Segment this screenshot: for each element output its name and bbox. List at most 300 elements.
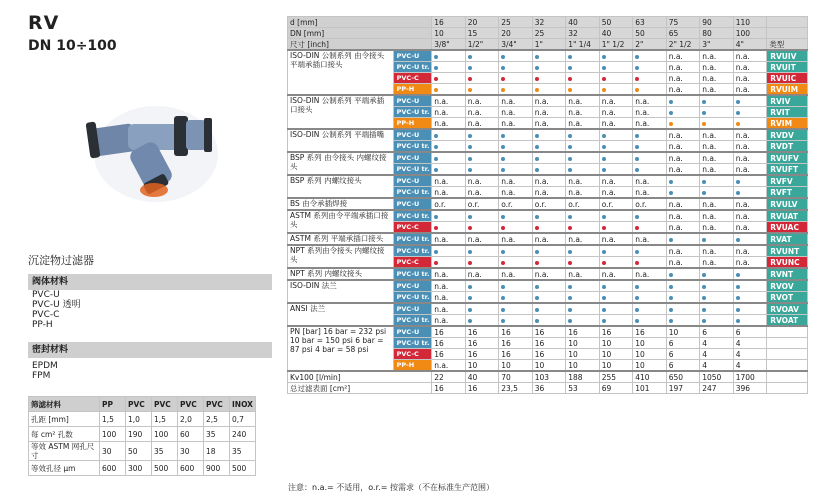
availability-cell: 4 <box>733 338 767 349</box>
availability-cell <box>700 315 734 327</box>
connection-description: BSP 系列 由令接头 内螺纹接头 <box>288 152 394 175</box>
availability-cell <box>465 164 499 176</box>
material-tag: PVC-U tr. <box>393 187 432 199</box>
available-dot-icon <box>501 226 505 230</box>
availability-cell: n.a. <box>566 107 600 118</box>
availability-row <box>288 198 808 210</box>
available-dot-icon <box>669 100 673 104</box>
available-dot-icon <box>468 145 472 149</box>
connection-description: BS 由令承插焊接 <box>288 198 394 210</box>
availability-cell: o.r. <box>566 198 600 210</box>
material-tag: PVC-U <box>393 95 432 107</box>
type-code: RVUIT <box>767 62 808 73</box>
availability-cell <box>599 62 633 73</box>
availability-cell <box>599 141 633 153</box>
available-dot-icon <box>434 145 438 149</box>
availability-cell: n.a. <box>499 95 533 107</box>
connection-description: ISO-DIN 公制系列 平端插嘴 <box>288 129 394 152</box>
availability-cell <box>599 245 633 257</box>
availability-cell: 10 <box>566 360 600 372</box>
availability-cell <box>465 129 499 141</box>
available-dot-icon <box>736 238 740 242</box>
availability-cell <box>599 257 633 269</box>
availability-cell <box>499 210 533 222</box>
availability-cell <box>432 62 466 73</box>
availability-cell: n.a. <box>700 62 734 73</box>
header-size-cell: 40 <box>599 28 633 39</box>
availability-cell <box>666 233 700 245</box>
availability-cell <box>733 175 767 187</box>
available-dot-icon <box>535 308 539 312</box>
availability-row <box>288 303 808 315</box>
availability-cell <box>432 164 466 176</box>
available-dot-icon <box>602 134 606 138</box>
available-dot-icon <box>602 88 606 92</box>
filter-specs-cell: 300 <box>126 461 152 476</box>
material-tag: PVC-U tr. <box>393 245 432 257</box>
header-label: DN [mm] <box>288 28 432 39</box>
available-dot-icon <box>501 285 505 289</box>
connection-description: ISO-DIN 公制系列 平端承插口接头 <box>288 95 394 129</box>
filter-specs-cell: 30 <box>178 442 204 461</box>
available-dot-icon <box>501 134 505 138</box>
availability-cell <box>700 175 734 187</box>
material-tag: PVC-U tr. <box>393 62 432 73</box>
availability-row <box>288 268 808 280</box>
availability-cell <box>532 129 566 141</box>
availability-cell <box>599 210 633 222</box>
availability-cell: 16 <box>633 326 667 338</box>
availability-cell: 6 <box>666 349 700 360</box>
availability-cell: 10 <box>599 338 633 349</box>
available-dot-icon <box>602 145 606 149</box>
availability-cell: n.a. <box>700 129 734 141</box>
material-tag: PVC-U <box>393 303 432 315</box>
availability-cell: o.r. <box>532 198 566 210</box>
filter-specs-header-cell: PP <box>100 397 126 412</box>
filter-specs-header-cell: PVC <box>178 397 204 412</box>
availability-cell: 10 <box>633 360 667 372</box>
availability-cell: 16 <box>432 338 466 349</box>
availability-cell: n.a. <box>566 118 600 130</box>
footer-cell: 69 <box>599 383 633 394</box>
availability-cell: n.a. <box>733 164 767 176</box>
available-dot-icon <box>702 191 706 195</box>
availability-cell <box>733 95 767 107</box>
available-dot-icon <box>669 180 673 184</box>
availability-cell <box>532 84 566 96</box>
availability-row <box>288 233 808 245</box>
header-row <box>288 28 808 39</box>
availability-cell <box>499 50 533 62</box>
header-size-cell: 15 <box>465 28 499 39</box>
available-dot-icon <box>501 319 505 323</box>
availability-cell <box>465 222 499 234</box>
footer-cell: 247 <box>700 383 734 394</box>
available-dot-icon <box>736 296 740 300</box>
availability-cell <box>465 257 499 269</box>
availability-cell: n.a. <box>532 118 566 130</box>
available-dot-icon <box>501 250 505 254</box>
available-dot-icon <box>635 250 639 254</box>
available-dot-icon <box>501 168 505 172</box>
availability-cell: n.a. <box>700 73 734 84</box>
available-dot-icon <box>501 261 505 265</box>
availability-cell <box>532 210 566 222</box>
header-row <box>288 39 808 51</box>
availability-cell <box>633 210 667 222</box>
availability-row <box>288 175 808 187</box>
availability-cell <box>633 280 667 292</box>
header-size-cell: 1" 1/4 <box>566 39 600 51</box>
availability-row <box>288 245 808 257</box>
availability-cell: n.a. <box>599 175 633 187</box>
availability-cell <box>499 280 533 292</box>
availability-cell <box>666 187 700 199</box>
header-size-cell: 110 <box>733 17 767 28</box>
filter-specs-cell: 60 <box>178 427 204 442</box>
available-dot-icon <box>501 157 505 161</box>
availability-cell: n.a. <box>666 50 700 62</box>
availability-cell: n.a. <box>633 175 667 187</box>
availability-cell: n.a. <box>666 198 700 210</box>
filter-specs-cell: 900 <box>204 461 230 476</box>
type-code: RVIT <box>767 107 808 118</box>
availability-cell: n.a. <box>432 280 466 292</box>
left-panel <box>0 0 272 500</box>
available-dot-icon <box>535 285 539 289</box>
material-tag: PVC-U tr. <box>393 315 432 327</box>
availability-cell: n.a. <box>733 129 767 141</box>
type-code: RVUFT <box>767 164 808 176</box>
available-dot-icon <box>568 250 572 254</box>
available-dot-icon <box>669 122 673 126</box>
header-size-cell: 100 <box>733 28 767 39</box>
connection-description: NPT 系列 内螺纹接头 <box>288 268 394 280</box>
type-code: RVUAT <box>767 210 808 222</box>
available-dot-icon <box>669 191 673 195</box>
availability-cell: 16 <box>532 338 566 349</box>
type-code: RVOAT <box>767 315 808 327</box>
available-dot-icon <box>736 100 740 104</box>
availability-cell <box>566 210 600 222</box>
footer-cell: 36 <box>532 383 566 394</box>
availability-cell: n.a. <box>432 360 466 372</box>
availability-cell: n.a. <box>700 84 734 96</box>
available-dot-icon <box>635 226 639 230</box>
filter-specs-cell: 2,0 <box>178 412 204 427</box>
availability-cell: n.a. <box>633 107 667 118</box>
filter-specs-cell: 35 <box>204 427 230 442</box>
available-dot-icon <box>468 88 472 92</box>
availability-cell: n.a. <box>465 187 499 199</box>
header-size-cell: 32 <box>532 17 566 28</box>
filter-specs-header-cell: PVC <box>204 397 230 412</box>
available-dot-icon <box>568 226 572 230</box>
availability-cell: 4 <box>700 349 734 360</box>
availability-cell <box>700 118 734 130</box>
footer-row <box>288 371 808 383</box>
available-dot-icon <box>535 55 539 59</box>
availability-cell: n.a. <box>666 245 700 257</box>
available-dot-icon <box>468 250 472 254</box>
available-dot-icon <box>669 319 673 323</box>
availability-cell: 16 <box>599 326 633 338</box>
availability-cell <box>432 50 466 62</box>
filter-specs-row <box>29 427 256 442</box>
material-tag: PVC-U <box>393 326 432 338</box>
availability-cell: n.a. <box>666 73 700 84</box>
available-dot-icon <box>468 226 472 230</box>
available-dot-icon <box>702 238 706 242</box>
availability-cell <box>700 95 734 107</box>
header-row <box>288 17 808 28</box>
connection-description: ANSI 法兰 <box>288 303 394 326</box>
footer-empty-cell <box>767 371 808 383</box>
material-tag: PP-H <box>393 118 432 130</box>
material-tag: PVC-U tr. <box>393 338 432 349</box>
available-dot-icon <box>602 296 606 300</box>
availability-cell <box>499 315 533 327</box>
availability-cell: o.r. <box>465 198 499 210</box>
availability-cell: n.a. <box>700 164 734 176</box>
material-tag: PVC-C <box>393 257 432 269</box>
availability-cell <box>566 222 600 234</box>
type-code: RVFT <box>767 187 808 199</box>
available-dot-icon <box>602 226 606 230</box>
availability-cell: n.a. <box>666 152 700 164</box>
product-code-title: RV <box>28 12 60 34</box>
availability-cell <box>532 222 566 234</box>
available-dot-icon <box>434 226 438 230</box>
availability-cell <box>432 210 466 222</box>
availability-cell: n.a. <box>499 118 533 130</box>
type-code: RVUFV <box>767 152 808 164</box>
header-size-cell: 50 <box>633 28 667 39</box>
material-tag: PVC-U <box>393 280 432 292</box>
availability-cell <box>633 292 667 304</box>
filter-specs-cell: 240 <box>230 427 256 442</box>
filter-specs-cell: 1,5 <box>100 412 126 427</box>
availability-cell: 10 <box>633 338 667 349</box>
availability-cell <box>566 152 600 164</box>
material-tag: PVC-U tr. <box>393 233 432 245</box>
type-code: RVUNT <box>767 245 808 257</box>
availability-row <box>288 50 808 62</box>
available-dot-icon <box>635 168 639 172</box>
footer-cell: 1700 <box>733 371 767 383</box>
available-dot-icon <box>568 134 572 138</box>
type-code: RVOT <box>767 292 808 304</box>
header-size-cell: 65 <box>666 28 700 39</box>
header-size-cell: 3" <box>700 39 734 51</box>
availability-cell: n.a. <box>566 268 600 280</box>
availability-cell: n.a. <box>566 95 600 107</box>
availability-cell: 16 <box>465 326 499 338</box>
availability-cell <box>566 141 600 153</box>
footer-cell: 1050 <box>700 371 734 383</box>
available-dot-icon <box>535 66 539 70</box>
availability-cell <box>666 118 700 130</box>
material-tag: PVC-C <box>393 222 432 234</box>
available-dot-icon <box>468 168 472 172</box>
availability-cell <box>733 268 767 280</box>
header-size-cell: 2" <box>633 39 667 51</box>
availability-cell: 16 <box>465 349 499 360</box>
availability-cell <box>566 257 600 269</box>
filter-specs-cell: 600 <box>178 461 204 476</box>
filter-specs-cell: 35 <box>152 442 178 461</box>
availability-cell <box>566 292 600 304</box>
availability-cell: n.a. <box>700 198 734 210</box>
header-size-cell: 4" <box>733 39 767 51</box>
filter-specs-header-cell: INOX <box>230 397 256 412</box>
available-dot-icon <box>434 134 438 138</box>
availability-cell: n.a. <box>599 95 633 107</box>
availability-cell: 16 <box>465 338 499 349</box>
filter-specs-cell: 50 <box>126 442 152 461</box>
header-size-cell: 25 <box>499 17 533 28</box>
availability-cell <box>700 303 734 315</box>
availability-cell: o.r. <box>599 198 633 210</box>
footer-label: Kv100 [l/min] <box>288 371 432 383</box>
filter-specs-cell: 等效 ASTM 网孔尺寸 <box>29 442 100 461</box>
availability-cell: 10 <box>566 349 600 360</box>
available-dot-icon <box>568 215 572 219</box>
availability-cell: n.a. <box>733 62 767 73</box>
footnote: 注意：n.a.= 不适用，o.r.= 按需求（不在标准生产范围） <box>288 483 494 492</box>
availability-cell: 16 <box>432 326 466 338</box>
available-dot-icon <box>635 55 639 59</box>
availability-cell <box>532 315 566 327</box>
available-dot-icon <box>434 250 438 254</box>
availability-cell <box>499 292 533 304</box>
available-dot-icon <box>635 261 639 265</box>
connection-description: NPT 系列由令接头 内螺纹接头 <box>288 245 394 268</box>
availability-cell <box>499 222 533 234</box>
availability-cell <box>465 73 499 84</box>
availability-cell: n.a. <box>733 245 767 257</box>
availability-cell <box>633 303 667 315</box>
availability-cell: 4 <box>700 338 734 349</box>
material-tag: PVC-U tr. <box>393 141 432 153</box>
availability-cell: n.a. <box>700 245 734 257</box>
availability-cell <box>666 268 700 280</box>
availability-cell: n.a. <box>432 95 466 107</box>
connection-description: ISO-DIN 法兰 <box>288 280 394 303</box>
availability-cell: n.a. <box>700 222 734 234</box>
availability-cell: n.a. <box>599 233 633 245</box>
availability-cell <box>700 280 734 292</box>
header-size-cell: 50 <box>599 17 633 28</box>
header-size-cell: 1/2" <box>465 39 499 51</box>
availability-cell: n.a. <box>465 118 499 130</box>
header-type-cell <box>767 28 808 39</box>
filter-specs-cell: 每 cm² 孔数 <box>29 427 100 442</box>
material-tag: PVC-C <box>393 73 432 84</box>
availability-cell <box>566 164 600 176</box>
header-size-cell: 3/4" <box>499 39 533 51</box>
available-dot-icon <box>635 77 639 81</box>
available-dot-icon <box>434 88 438 92</box>
available-dot-icon <box>635 157 639 161</box>
availability-cell <box>633 73 667 84</box>
header-size-cell: 80 <box>700 28 734 39</box>
availability-cell: n.a. <box>465 233 499 245</box>
availability-cell: n.a. <box>733 210 767 222</box>
available-dot-icon <box>535 157 539 161</box>
seal-material-item: FPM <box>32 371 51 381</box>
type-code: RVUIV <box>767 50 808 62</box>
footer-cell: 103 <box>532 371 566 383</box>
availability-cell <box>599 129 633 141</box>
available-dot-icon <box>602 250 606 254</box>
availability-cell <box>566 315 600 327</box>
available-dot-icon <box>501 145 505 149</box>
footer-cell: 188 <box>566 371 600 383</box>
availability-cell: 10 <box>633 349 667 360</box>
header-size-cell: 20 <box>499 28 533 39</box>
available-dot-icon <box>736 285 740 289</box>
available-dot-icon <box>635 308 639 312</box>
filter-specs-cell: 0,7 <box>230 412 256 427</box>
available-dot-icon <box>602 55 606 59</box>
header-size-cell: 1" <box>532 39 566 51</box>
available-dot-icon <box>669 285 673 289</box>
available-dot-icon <box>702 100 706 104</box>
availability-cell: n.a. <box>532 187 566 199</box>
availability-cell <box>532 292 566 304</box>
availability-cell <box>499 257 533 269</box>
available-dot-icon <box>501 215 505 219</box>
available-dot-icon <box>468 66 472 70</box>
availability-cell <box>499 84 533 96</box>
header-size-cell: 25 <box>532 28 566 39</box>
availability-cell: n.a. <box>599 107 633 118</box>
type-code: RVUAC <box>767 222 808 234</box>
filter-specs-cell: 100 <box>100 427 126 442</box>
available-dot-icon <box>602 66 606 70</box>
available-dot-icon <box>669 308 673 312</box>
footer-cell: 22 <box>432 371 466 383</box>
availability-cell <box>700 292 734 304</box>
availability-cell: o.r. <box>633 198 667 210</box>
filter-specs-cell: 500 <box>152 461 178 476</box>
availability-cell <box>566 73 600 84</box>
type-code: RVFV <box>767 175 808 187</box>
availability-cell: n.a. <box>499 175 533 187</box>
availability-cell <box>666 175 700 187</box>
availability-cell <box>532 50 566 62</box>
filter-specs-row <box>29 412 256 427</box>
available-dot-icon <box>669 296 673 300</box>
availability-cell <box>566 303 600 315</box>
availability-cell <box>633 152 667 164</box>
availability-row <box>288 129 808 141</box>
material-tag: PVC-U <box>393 152 432 164</box>
availability-cell <box>566 84 600 96</box>
available-dot-icon <box>535 296 539 300</box>
available-dot-icon <box>602 157 606 161</box>
filter-specs-header-cell: 筛滤材料 <box>29 397 100 412</box>
availability-cell: n.a. <box>633 187 667 199</box>
availability-cell: n.a. <box>465 107 499 118</box>
availability-cell <box>532 62 566 73</box>
filter-specs-cell: 1,5 <box>152 412 178 427</box>
availability-cell: n.a. <box>499 107 533 118</box>
connection-description: BSP 系列 内螺纹接头 <box>288 175 394 198</box>
filter-specs-cell: 600 <box>100 461 126 476</box>
